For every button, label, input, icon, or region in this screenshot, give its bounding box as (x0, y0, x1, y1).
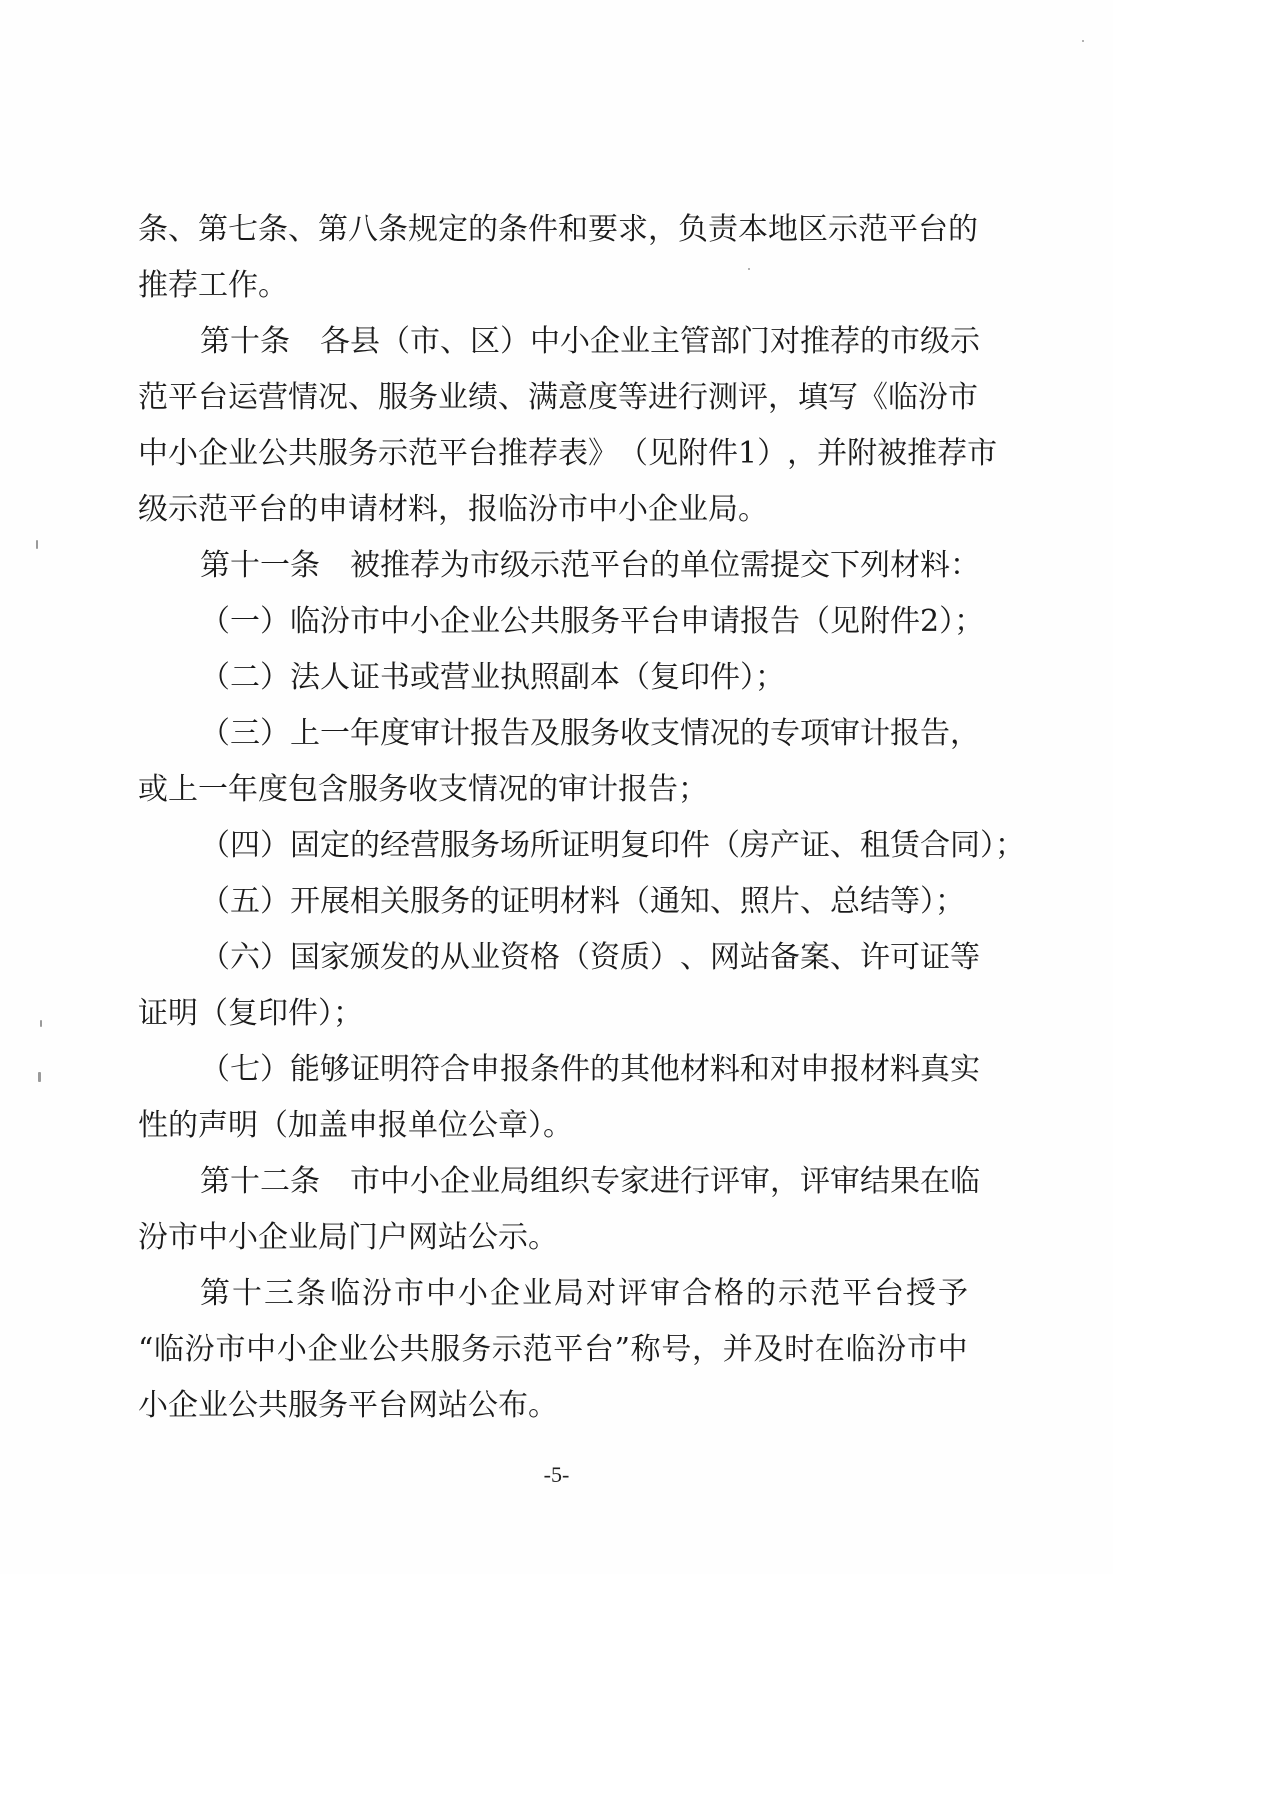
text-line-8: （一）临汾市中小企业公共服务平台申请报告（见附件2）； (200, 604, 985, 639)
text-line-16: （ 七 ） 能 够 证 明 符 合 申 报 条 件 的 其 他 材 料 和 对 申 报 材 料 真 实 (200, 1052, 980, 1087)
scan-speck (38, 1072, 41, 1082)
text-line-17: 性的声明（加盖申报单位公章）。 (138, 1108, 573, 1143)
text-line-5: 中 小 企 业 公 共 服 务 示 范 平 台 推 荐 表 》 （ 见 附 件 1 ） ， 并 附 被 推 荐 市 (138, 436, 998, 471)
page-number: -5- (543, 1462, 570, 1487)
scan-speck (748, 268, 750, 270)
text-line-9: （二）法人证书或营业执照副本（复印件）； (200, 660, 785, 695)
text-line-22: 小企业公共服务平台网站公布。 (138, 1388, 558, 1423)
text-line-1: 条 、 第 七 条 、 第 八 条 规 定 的 条 件 和 要 求 ， 负 责 本 地 区 示 范 平 台 的 (138, 212, 978, 247)
text-line-11: 或上一年度包含服务收支情况的审计报告； (138, 772, 708, 807)
text-line-18: 第 十 二 条 市 中 小 企 业 局 组 织 专 家 进 行 评 审 ， 评 审 结 果 在 临 (200, 1164, 980, 1199)
text-line-13: （五）开展相关服务的证明材料（通知、照片、总结等）； (200, 884, 965, 919)
scan-speck (40, 1020, 42, 1027)
text-line-14: （ 六 ） 国 家 颁 发 的 从 业 资 格 （ 资 质 ） 、 网 站 备 案 、 许 可 证 等 (200, 940, 980, 975)
text-line-21: “ 临 汾 市 中 小 企 业 公 共 服 务 示 范 平 台 ” 称 号 ， 并 及 时 在 临 汾 市 中 (138, 1332, 968, 1367)
text-line-10: （ 三 ） 上 一 年 度 审 计 报 告 及 服 务 收 支 情 况 的 专 项 审 计 报 告 ， (200, 716, 980, 751)
scan-speck (1082, 40, 1084, 42)
text-line-7: 第十一条 被推荐为市级示范平台的单位需提交下列材料： (200, 548, 980, 583)
text-line-20: 第 十 三 条 临 汾 市 中 小 企 业 局 对 评 审 合 格 的 示 范 平 台 授 予 (200, 1276, 968, 1311)
text-line-6: 级示范平台的申请材料，报临汾市中小企业局。 (138, 492, 768, 527)
text-line-15: 证明（复印件）； (138, 996, 363, 1031)
text-line-19: 汾市中小企业局门户网站公示。 (138, 1220, 558, 1255)
text-line-4: 范 平 台 运 营 情 况 、 服 务 业 绩 、 满 意 度 等 进 行 测 评 ， 填 写 《 临 汾 市 (138, 380, 978, 415)
scan-speck (36, 540, 38, 549)
text-line-12: （四）固定的经营服务场所证明复印件（房产证、租赁合同）； (200, 828, 1025, 863)
text-line-2: 推荐工作。 (138, 268, 288, 303)
text-line-3: 第 十 条 各 县 （ 市 、 区 ） 中 小 企 业 主 管 部 门 对 推 荐 的 市 级 示 (200, 324, 980, 359)
